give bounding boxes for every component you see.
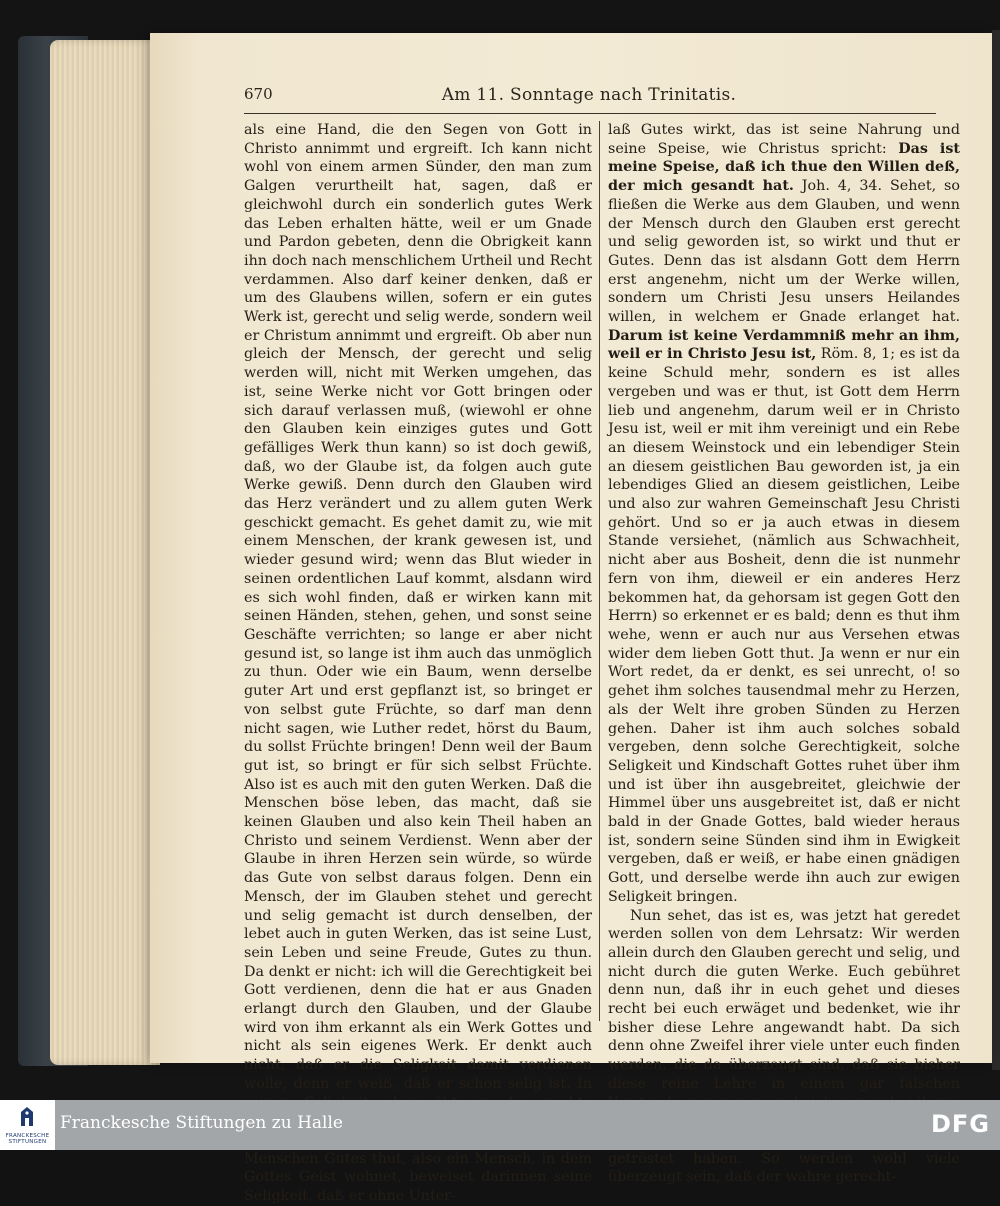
right-column-paragraph-2: Nun sehet, das ist es, was jetzt hat geredet werden sollen von dem Lehrsatz: Wir werden allein durch den Glauben gerecht und selig, und nicht durch die guten Werke. Euch gebühret denn nun, daß ihr in euch gehet und dieses recht bei euch erwäget und bedenket, wie ihr bisher diese Lehre angewandt habt. Da sich denn ohne Zweifel ihrer viele unter euch finden werden, die da überzeugt sind, daß sie bisher diese reine Lehre in einem gar falschen getröstet haben. So werden wohl viele überzeugt sein, daß der wahre gerecht- bbox=[608, 907, 960, 1186]
institution-name[interactable]: Franckesche Stiftungen zu Halle bbox=[60, 1113, 343, 1133]
bold-quotation: Das ist meine Speise, daß ich thue den Willen deß, der mich gesandt hat. bbox=[608, 140, 960, 195]
institution-logo[interactable] bbox=[0, 1100, 55, 1150]
left-column-text: als eine Hand, die den Segen von Gott in Christo annimmt und ergreift. Ich kann nicht wohl von einem armen Sünder, den man zum Galgen verurtheilt hat, sagen, daß er gleichwohl durch ein sonderlich gutes Werk das Leben erhalten hätte, weil er um Gnade und Pardon gebeten, denn die Obrigkeit kann ihn doch nach menschlichem Urtheil und Recht verdammen. Also darf keiner denken, daß er um des Glaubens willen, sofern er ein gutes Werk ist, gerecht und selig werde, sondern weil er Christum annimmt und ergreift. Ob aber nun gleich der Mensch, der gerecht und selig werden will, nicht mit Werken umgehen, das ist, seine Werke nicht vor Gott bringen oder sich darauf verlassen muß, (wiewohl er ohne den Glauben kein einziges gutes und Gott gefälliges Werk thun kann) so ist doch gewiß, daß, wo der Glaube ist, da folgen auch gute Werke gewiß. Denn durch den Glauben wird das Herz verändert und zu allem guten Werk geschickt gemacht. Es gehet damit zu, wie mit einem Menschen, der krank gewesen ist, und wieder gesund wird; wenn das Blut wieder in seinen ordentlichen Lauf kommt, alsdann wird es sich wohl finden, daß er wirken kann mit seinen Händen, stehen, gehen, und sonst seine Geschäfte verrichten; so lange er aber nicht gesund ist, so lange ist ihm auch das unmöglich zu thun. Oder wie ein Baum, wenn derselbe guter Art und erst gepflanzt ist, so bringet er von selbst gute Früchte, so darf man denn nicht sagen, wie Luther redet, hörst du Baum, du sollst Früchte bringen! Denn weil der Baum gut ist, so bringt er für sich selbst Früchte. Also ist es auch mit den guten Werken. Daß die Menschen böse leben, das macht, daß sie keinen Glauben und also kein Theil haben an Christo und seinem Verdienst. Wenn aber der Glaube in ihren Herzen sein würde, so würde das Gute von selbst daraus folgen. Denn ein Mensch, der im Glauben stehet und gerecht und selig gemacht ist durch denselben, der lebet auch in guten Werken, das ist seine Lust, sein Leben und seine Freude, Gutes zu thun. Da denkt er nicht: ich will die Gerechtigkeit bei Gott verdienen, denn die hat er aus Gnaden erlangt durch den Glauben, und der Glaube wird von ihm erkannt als ein Werk Gottes und nicht als sein eigenes Werk. Er denkt auch nicht, daß er die Seligkeit damit verdienen wolle, denn er weiß, daß er schon selig ist. In Menschen Gutes thut, also ein Mensch, in dem Gottes Geist wohnet, beweiset darinnen seine Seligkeit, daß er ohne Unter- bbox=[244, 122, 592, 1205]
column-divider bbox=[599, 121, 600, 1021]
text-run: Joh. 4, 34. Sehet, so fließen die Werke aus dem Glauben, und wenn der Mensch durch den Glauben erst gerecht und selig geworden ist, so wirkt und thut er Gutes. Denn das ist alsdann Gott dem Herrn erst angenehm, nicht um der Werke willen, sondern um Christi Jesu unsers Heilandes willen, in welchem er Gnade erlanget hat. bbox=[608, 178, 960, 326]
header-rule bbox=[244, 113, 936, 114]
logo-text bbox=[0, 1133, 55, 1145]
page-header-title: Am 11. Sonntage nach Trinitatis. bbox=[441, 85, 737, 105]
page-number: 670 bbox=[244, 85, 273, 103]
page-edges bbox=[50, 40, 160, 1065]
text-run: laß Gutes wirkt, das ist seine Nahrung und seine Speise, wie Christus spricht: bbox=[608, 122, 960, 157]
running-head bbox=[244, 85, 934, 115]
logo-text-line-1: FRANCKESCHE bbox=[5, 1133, 50, 1139]
right-column bbox=[608, 121, 960, 1187]
footer-bar bbox=[0, 1100, 1000, 1150]
text-run: Röm. 8, 1; es ist da keine Schuld mehr, sondern es ist alles vergeben und was er thut, ist Gott dem Herrn lieb und angenehm, darum weil er in Christo Jesu ist, weil er mit ihm vereinigt und ein Rebe an diesem Weinstock und ein lebendiger Stein an diesem geistlichen Bau geworden ist, ja ein lebendiges Glied an diesem geistlichen, Leibe und also zur wahren Gemeinschaft Jesu Christi gehört. Und so er ja auch etwas in diesem Stande versiehet, (nämlich aus Schwachheit, nicht aber aus Bosheit, denn die ist nunmehr fern von ihm, dieweil er ein anderes Herz bekommen hat, da gehorsam ist gegen Gott den Herrn) so erkennet er es bald; denn es thut ihm wehe, wenn er auch nur aus Versehen etwas wider dem lieben Gott thut. Ja wenn er nur ein Wort redet, da er denkt, es sei unrecht, o! so gehet ihm solches tausendmal mehr zu Herzen, als der Welt ihre groben Sünden zu Herzen gehen. Daher ist ihm auch solches sobald vergeben, denn solche Gerechtigkeit, solche Seligkeit und Kindschaft Gottes ruhet über ihm und ist über ihn ausgebreitet, gleichwie der Himmel über uns ausgebreitet ist, daß er nicht bald in der Gnade Gottes, bald wieder heraus ist, sondern seine Sünden sind ihm in Ewigkeit vergeben, daß er weiß, er habe einen gnädigen Gott, und derselbe werde ihn auch zur ewigen Seligkeit bringen. bbox=[608, 346, 960, 905]
dfg-logo[interactable]: DFG bbox=[930, 1110, 990, 1138]
book-gutter-edge bbox=[992, 30, 1000, 1070]
orphanage-emblem-icon bbox=[18, 1106, 36, 1128]
logo-text-line-2: STIFTUNGEN bbox=[8, 1139, 47, 1145]
right-column-paragraph-1 bbox=[608, 121, 960, 907]
left-column bbox=[244, 121, 592, 1206]
bold-quotation: Darum ist keine Verdammniß mehr an ihm, weil er in Christo Jesu ist, bbox=[608, 327, 960, 363]
